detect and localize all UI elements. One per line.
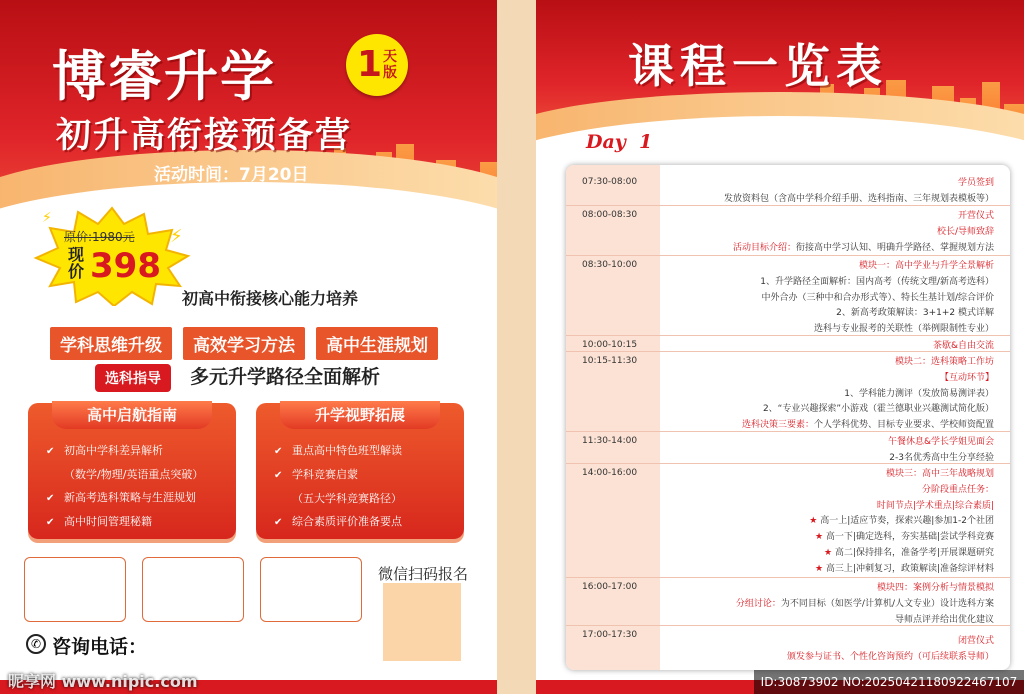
schedule-line: 分阶段重点任务： bbox=[921, 484, 994, 495]
schedule-line: 选科决策三要素：个人学科优势、目标专业要求、学校师资配置 bbox=[741, 420, 994, 431]
list-item: ✔ 学科竞赛启蒙 bbox=[274, 463, 456, 487]
check-icon: ✔ bbox=[46, 493, 55, 504]
list-item: ✔ 新高考选科策略与生涯规划 bbox=[46, 486, 228, 510]
schedule-line: 开营仪式 bbox=[957, 211, 994, 221]
schedule-line: 【互动环节】 bbox=[939, 372, 994, 383]
badge-number: 1 bbox=[356, 44, 383, 85]
pill-career-plan: 高中生涯规划 bbox=[316, 327, 438, 360]
spark-icon: ⚡ bbox=[170, 226, 183, 247]
schedule-time: 17:00-17:30 bbox=[582, 630, 638, 640]
schedule-line: 模块四：案例分析与情景模拟 bbox=[876, 583, 994, 593]
schedule-line: 时间节点|学术重点|综合素质| bbox=[876, 500, 994, 511]
consult-phone-label: 咨询电话： bbox=[52, 636, 148, 658]
watermark-left: 昵享网 www.nipic.com bbox=[8, 672, 198, 691]
select-course-text: 多元升学路径全面解析 bbox=[190, 366, 381, 388]
card-title: 升学视野拓展 bbox=[280, 401, 440, 429]
schedule-line: 2、“专业兴趣探索”小游戏（霍兰德职业兴趣测试简化版） bbox=[762, 404, 994, 415]
schedule-line: 茶歇&自由交流 bbox=[932, 341, 994, 351]
schedule-line: 2-3名优秀高中生分享经验 bbox=[889, 452, 994, 463]
schedule-row bbox=[566, 173, 1010, 205]
event-time: 活动时间：7月20日 bbox=[154, 165, 309, 185]
schedule-time: 10:15-11:30 bbox=[582, 356, 638, 366]
star-icon: ★ bbox=[823, 548, 835, 558]
schedule-line: 模块三：高中三年战略规划 bbox=[885, 469, 994, 479]
schedule-line: 发放资料包（含高中学科介绍手册、选科指南、三年规划表模板等） bbox=[723, 193, 994, 204]
photo-placeholder bbox=[142, 557, 244, 622]
star-icon: ★ bbox=[814, 532, 826, 543]
day-label: Day 1 bbox=[586, 131, 653, 153]
list-item: ✔ 重点高中特色班型解读 bbox=[274, 439, 456, 463]
phone-icon: ✆ bbox=[26, 634, 46, 654]
schedule-line: 分组讨论：为不同目标（如医学/计算机/人文专业）设计选科方案 bbox=[735, 598, 994, 609]
list-item: ✔ 高中时间管理秘籍 bbox=[46, 510, 228, 534]
qr-label: 微信扫码报名 bbox=[378, 565, 469, 583]
photo-placeholder bbox=[24, 557, 126, 622]
schedule-row bbox=[566, 463, 1010, 577]
schedule-line: 1、学科能力测评（发放简易测评表） bbox=[844, 388, 994, 399]
schedule-line: 午餐休息&学长学姐见面会 bbox=[887, 437, 994, 447]
schedule-line: 活动目标介绍：衔接高中学习认知、明确升学路径、掌握规划方法 bbox=[732, 242, 994, 253]
schedule-row bbox=[566, 577, 1010, 625]
schedule-row bbox=[566, 255, 1010, 335]
schedule-line: ★ 高一下|确定选科，夯实基础|尝试学科竞赛 bbox=[814, 532, 994, 543]
pill-study-method: 高效学习方法 bbox=[183, 327, 305, 360]
schedule-line: 学员签到 bbox=[957, 178, 994, 188]
schedule-time: 16:00-17:00 bbox=[582, 582, 638, 592]
star-icon: ★ bbox=[809, 516, 821, 527]
one-day-badge bbox=[346, 34, 408, 96]
schedule-line: 导师点评并给出优化建议 bbox=[894, 614, 994, 625]
schedule-row bbox=[566, 351, 1010, 431]
check-icon: ✔ bbox=[274, 446, 283, 457]
schedule-line: ★ 高三上|冲刺复习，政策解读|准备综评材料 bbox=[814, 563, 994, 574]
schedule-line: 校长/导师致辞 bbox=[936, 226, 994, 237]
check-icon: ✔ bbox=[46, 517, 55, 528]
schedule-row bbox=[566, 205, 1010, 255]
schedule-title: 课程一览表 bbox=[628, 39, 888, 93]
schedule-time: 07:30-08:00 bbox=[582, 177, 638, 187]
schedule-time: 10:00-10:15 bbox=[582, 340, 638, 350]
photo-placeholder bbox=[260, 557, 362, 622]
schedule-line: 闭营仪式 bbox=[957, 635, 994, 646]
now-price: 398 bbox=[90, 246, 161, 286]
schedule-time: 08:30-10:00 bbox=[582, 260, 638, 270]
spark-icon: ⚡ bbox=[42, 210, 52, 226]
badge-text-1: 天 bbox=[383, 49, 398, 65]
pill-select-course: 选科指导 bbox=[95, 364, 171, 392]
schedule-time: 14:00-16:00 bbox=[582, 468, 638, 478]
watermark-right: ID:30873902 NO:20250421180922467107 bbox=[754, 670, 1024, 694]
schedule-time: 08:00-08:30 bbox=[582, 210, 638, 220]
camp-subtitle: 初升高衔接预备营 bbox=[56, 116, 353, 156]
check-icon: ✔ bbox=[274, 470, 283, 481]
card-vision-expand bbox=[256, 403, 464, 539]
check-icon: ✔ bbox=[46, 446, 55, 457]
schedule-line: 1、升学路径全面解析：国内高考（传统文理/新高考选科） bbox=[760, 276, 994, 287]
schedule-line: ★ 高一上|适应节奏，探索兴趣|参加1-2个社团 bbox=[809, 516, 994, 527]
brand-title: 博睿升学 bbox=[52, 45, 276, 108]
card-high-school-guide bbox=[28, 403, 236, 539]
flyer-back bbox=[536, 0, 1024, 694]
original-price: 原价:1980元 bbox=[64, 230, 135, 244]
qr-code-placeholder[interactable] bbox=[383, 583, 461, 661]
schedule-table bbox=[566, 165, 1010, 670]
schedule-line: 2、新高考政策解读：3+1+2 模式详解 bbox=[836, 308, 994, 319]
list-item: （数学/物理/英语重点突破） bbox=[64, 468, 204, 481]
card-title: 高中启航指南 bbox=[52, 401, 212, 429]
schedule-row bbox=[566, 335, 1010, 351]
schedule-line: ★ 高二|保持排名，准备学考|开展课题研究 bbox=[823, 548, 994, 558]
core-slogan: 初高中衔接核心能力培养 bbox=[182, 289, 359, 308]
star-icon: ★ bbox=[814, 563, 826, 574]
list-item: ✔ 初高中学科差异解析 bbox=[46, 439, 228, 463]
list-item: （五大学科竞赛路径） bbox=[292, 492, 402, 505]
now-price-label: 现 价 bbox=[68, 245, 85, 281]
schedule-line: 中外合办（三种中和合办形式等）、特长生基计划/综合评价 bbox=[761, 292, 994, 303]
schedule-row bbox=[566, 625, 1010, 670]
schedule-line: 选科与专业报考的关联性（举例限制性专业） bbox=[813, 324, 994, 335]
schedule-line: 模块二：选科策略工作坊 bbox=[894, 357, 994, 367]
badge-text-2: 版 bbox=[383, 65, 398, 81]
schedule-row bbox=[566, 431, 1010, 463]
list-item: ✔ 综合素质评价准备要点 bbox=[274, 510, 456, 534]
flyer-front bbox=[0, 0, 497, 694]
check-icon: ✔ bbox=[274, 517, 283, 528]
schedule-time: 11:30-14:00 bbox=[582, 436, 638, 446]
pill-subject-thinking: 学科思维升级 bbox=[50, 327, 172, 360]
schedule-line: 颁发参与证书、个性化咨询预约（可后续联系导师） bbox=[786, 651, 994, 662]
schedule-line: 模块一：高中学业与升学全景解析 bbox=[858, 261, 994, 271]
